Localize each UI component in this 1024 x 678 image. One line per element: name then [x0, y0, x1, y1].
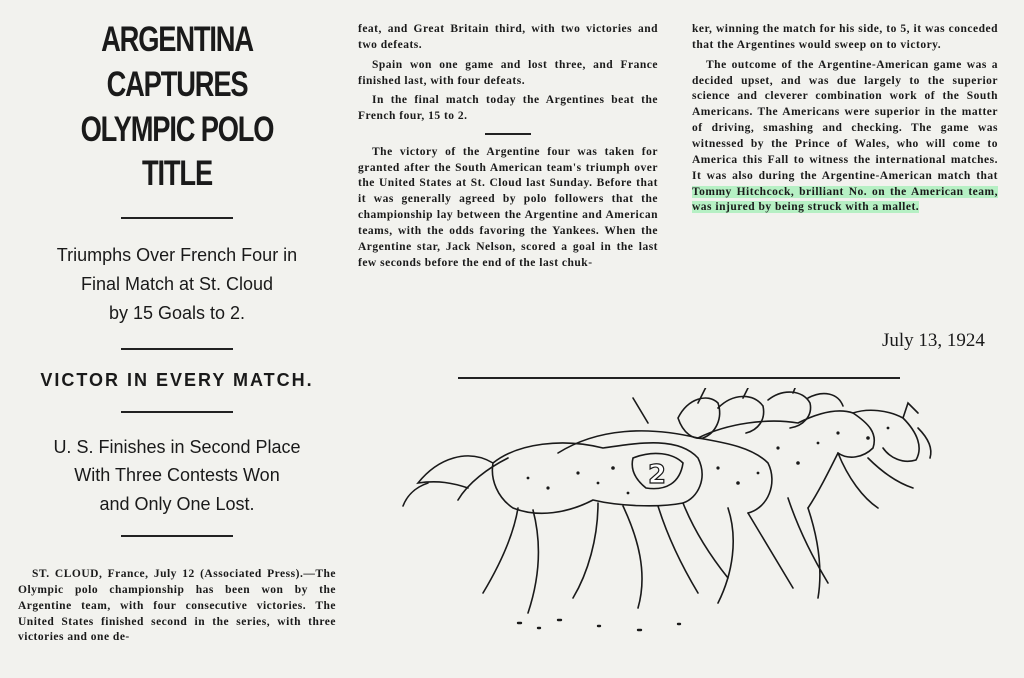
divider-rule — [121, 411, 233, 413]
deck-secondary-line-3: and Only One Lost. — [99, 494, 255, 515]
headline — [53, 18, 301, 197]
highlighted-text: Tommy Hitchcock, brilliant No. on the American team, was injured by being struck with a mallet. — [692, 185, 998, 214]
deck-primary-line-3: by 15 Goals to 2. — [108, 302, 246, 323]
divider-rule — [121, 217, 233, 219]
divider-rule — [485, 133, 531, 135]
article-lead-paragraph: ST. CLOUD, France, July 12 (Associated Press).—The Olympic polo championship has been won by the Argentine team, with four consecutive victories. The United States finished second in the series, with three victories and one de- — [18, 567, 336, 644]
article-paragraph: In the final match today the Argentines beat the French four, 15 to 2. — [358, 94, 658, 123]
handwritten-date: July 13, 1924 — [882, 330, 985, 351]
left-column — [18, 18, 336, 646]
article-paragraph: feat, and Great Britain third, with two victories and two defeats. — [358, 23, 658, 51]
article-paragraph: Spain won one game and lost three, and France finished last, with four defeats. — [358, 58, 658, 87]
divider-rule — [458, 377, 900, 379]
horse-number: 2 — [648, 460, 667, 490]
headline-line-1: ARGENTINA CAPTURES — [101, 20, 253, 104]
divider-rule — [121, 535, 233, 537]
deck-caps: VICTOR IN EVERY MATCH. — [40, 369, 314, 390]
right-column — [692, 22, 998, 220]
deck-primary-line-2: Final Match at St. Cloud — [80, 273, 274, 294]
article-paragraph: ker, winning the match for his side, to 5, it was conceded that the Argentines would sweep on to victory. — [692, 23, 998, 51]
article-paragraph-text: The outcome of the Argentine-American game was a decided upset, and was due largely to the superior science and cleverer combination work of the South Americans. The Americans were superior in the matter of driving, smashing and checking. The game was witnessed by the Prince of Wales, who will come to America this Fall to witness the international matches. It was also during the Argentine-American match that — [692, 58, 998, 182]
middle-column — [358, 22, 658, 276]
article-paragraph: The victory of the Argentine four was taken for granted after the South American team's triumph over the United States at St. Cloud last Sunday. Before that it was generally agreed by polo followers that the championship lay between the Argentine and American teams, with the odds favoring the Yankees. When the Argentine star, Jack Nelson, scored a goal in the last few seconds before the end of the last chuk- — [358, 145, 658, 269]
deck-secondary-line-1: U. S. Finishes in Second Place — [53, 436, 301, 457]
deck-secondary — [18, 433, 336, 519]
headline-line-2: OLYMPIC POLO TITLE — [80, 109, 274, 194]
divider-rule — [121, 348, 233, 350]
deck-secondary-line-2: With Three Contests Won — [74, 465, 280, 486]
article-paragraph — [692, 58, 998, 217]
deck-primary — [18, 241, 336, 327]
polo-horses-illustration — [398, 388, 943, 643]
deck-primary-line-1: Triumphs Over French Four in — [56, 245, 298, 266]
